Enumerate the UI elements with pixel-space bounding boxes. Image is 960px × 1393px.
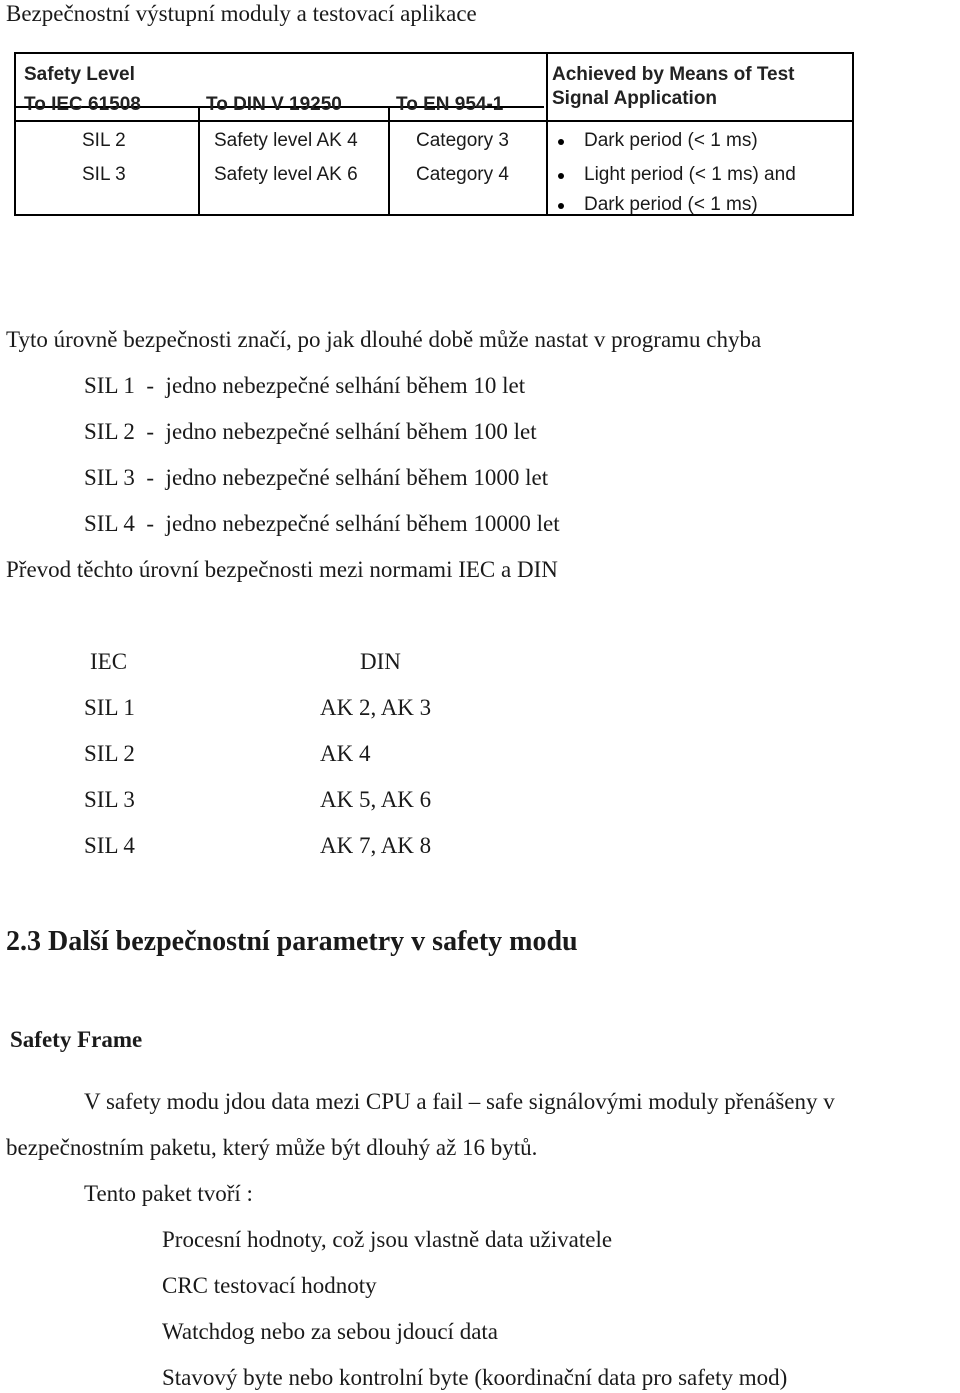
row2-din: Safety level AK 6 (214, 164, 358, 185)
row1-din: Safety level AK 4 (214, 130, 358, 151)
subheader-iec: To IEC 61508 (24, 94, 141, 115)
intro-text: Tyto úrovně bezpečnosti značí, po jak dlouhé době může nastat v programu chyba (6, 327, 762, 352)
mapping-iec: SIL 1 (84, 695, 135, 720)
sil-list-item: SIL 4 - jedno nebezpečné selhání během 10000 let (84, 511, 560, 536)
sil-list-item: SIL 3 - jedno nebezpečné selhání během 1000 let (84, 465, 549, 490)
packet-item: Procesní hodnoty, což jsou vlastně data uživatele (162, 1227, 613, 1252)
paragraph-line: V safety modu jdou data mezi CPU a fail – safe signálovými moduly přenášeny v (84, 1089, 835, 1114)
mapping-iec: SIL 3 (84, 787, 135, 812)
header-test-line2: Signal Application (552, 88, 718, 109)
mapping-iec: SIL 2 (84, 741, 135, 766)
subheader-en: To EN 954-1 (396, 94, 504, 115)
row1-iec: SIL 2 (82, 130, 126, 151)
row2-test2: Dark period (< 1 ms) (584, 194, 758, 215)
header-test-line1: Achieved by Means of Test (552, 64, 795, 85)
section-heading: 2.3 Další bezpečnostní parametry v safety modu (6, 926, 578, 957)
mapping-header-din: DIN (360, 649, 401, 674)
row2-en: Category 4 (416, 164, 509, 185)
packet-intro: Tento paket tvoří : (84, 1181, 253, 1206)
packet-item: CRC testovací hodnoty (162, 1273, 377, 1298)
row2-test1: Light period (< 1 ms) and (584, 164, 796, 185)
page-title: Bezpečnostní výstupní moduly a testovací aplikace (6, 1, 477, 26)
sil-list-item: SIL 1 - jedno nebezpečné selhání během 10 let (84, 373, 526, 398)
mapping-header-iec: IEC (90, 649, 128, 674)
mapping-iec: SIL 4 (84, 833, 135, 858)
packet-item: Watchdog nebo za sebou jdoucí data (162, 1319, 499, 1344)
subheader-din: To DIN V 19250 (206, 94, 342, 115)
paragraph-line: bezpečnostním paketu, který může být dlouhý až 16 bytů. (6, 1135, 538, 1160)
row2-iec: SIL 3 (82, 164, 126, 185)
mapping-din: AK 5, AK 6 (320, 787, 432, 812)
mapping-din: AK 7, AK 8 (320, 833, 432, 858)
sil-list-item: SIL 2 - jedno nebezpečné selhání během 100 let (84, 419, 537, 444)
conversion-intro: Převod těchto úrovní bezpečnosti mezi normami IEC a DIN (6, 557, 558, 582)
row1-en: Category 3 (416, 130, 509, 151)
bullet-icon (558, 139, 564, 145)
bullet-icon (558, 173, 564, 179)
subsection-heading: Safety Frame (10, 1027, 143, 1052)
mapping-din: AK 2, AK 3 (320, 695, 432, 720)
safety-level-table (14, 52, 854, 216)
mapping-din: AK 4 (320, 741, 371, 766)
row1-test1: Dark period (< 1 ms) (584, 130, 758, 151)
bullet-icon (558, 203, 564, 209)
header-safety-level: Safety Level (24, 64, 135, 85)
packet-item: Stavový byte nebo kontrolní byte (koordinační data pro safety mod) (162, 1365, 788, 1390)
